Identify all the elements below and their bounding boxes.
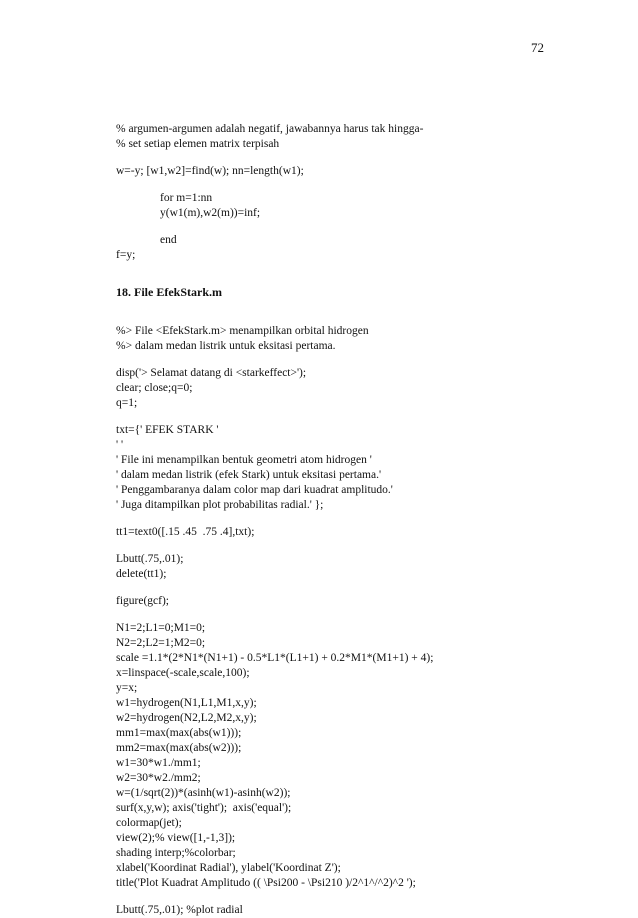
- code-line: xlabel('Koordinat Radial'), ylabel('Koordinat Z');: [116, 862, 341, 874]
- code-block: [116, 552, 556, 582]
- code-block: [116, 594, 556, 609]
- code-line: ' Juga ditampilkan plot probabilitas radial.' };: [116, 499, 324, 511]
- code-line: x=linspace(-scale,scale,100);: [116, 667, 250, 679]
- code-line: N1=2;L1=0;M1=0;: [116, 622, 206, 634]
- code-line: w2=hydrogen(N2,L2,M2,x,y);: [116, 712, 257, 724]
- code-line: f=y;: [116, 249, 136, 261]
- code-line: txt={' EFEK STARK ': [116, 424, 219, 436]
- code-line: ' ': [116, 439, 124, 451]
- code-line: disp('> Selamat datang di <starkeffect>');: [116, 367, 307, 379]
- code-line: scale =1.1*(2*N1*(N1+1) - 0.5*L1*(L1+1) + 0.2*M1*(M1+1) + 4);: [116, 652, 434, 664]
- document-body: [116, 122, 556, 918]
- code-line: w1=30*w1./mm1;: [116, 757, 201, 769]
- code-line: y(w1(m),w2(m))=inf;: [160, 207, 261, 219]
- code-line: w=-y; [w1,w2]=find(w); nn=length(w1);: [116, 165, 304, 177]
- code-line: Lbutt(.75,.01);: [116, 553, 184, 565]
- code-block: [116, 621, 556, 891]
- code-block: [116, 191, 556, 221]
- code-line: mm2=max(max(abs(w2)));: [116, 742, 242, 754]
- code-block: [116, 122, 556, 152]
- code-line: % argumen-argumen adalah negatif, jawabannya harus tak hingga-: [116, 123, 424, 135]
- code-line: title('Plot Kuadrat Amplitudo (( \Psi200 - \Psi210 )/2^1^/^2)^2 ');: [116, 877, 416, 889]
- code-line: figure(gcf);: [116, 595, 169, 607]
- code-line: mm1=max(max(abs(w1)));: [116, 727, 242, 739]
- code-line: %> File <EfekStark.m> menampilkan orbital hidrogen: [116, 325, 369, 337]
- code-block: [116, 423, 556, 513]
- code-block: [116, 366, 556, 411]
- code-line: clear; close;q=0;: [116, 382, 193, 394]
- code-line: end: [160, 234, 177, 246]
- code-line: surf(x,y,w); axis('tight'); axis('equal');: [116, 802, 292, 814]
- heading-text: 18. File EfekStark.m: [116, 285, 222, 299]
- code-line: y=x;: [116, 682, 138, 694]
- code-block: [116, 233, 556, 248]
- page-number: 72: [531, 40, 544, 55]
- code-line: % set setiap elemen matrix terpisah: [116, 138, 280, 150]
- code-line: for m=1:nn: [160, 192, 213, 204]
- code-line: w=(1/sqrt(2))*(asinh(w1)-asinh(w2));: [116, 787, 291, 799]
- code-block: [116, 903, 556, 918]
- code-line: w1=hydrogen(N1,L1,M1,x,y);: [116, 697, 257, 709]
- code-block: [116, 164, 556, 179]
- code-line: view(2);% view([1,-1,3]);: [116, 832, 236, 844]
- section-heading: [116, 285, 556, 300]
- code-line: %> dalam medan listrik untuk eksitasi pertama.: [116, 340, 336, 352]
- code-line: ' Penggambaranya dalam color map dari kuadrat amplitudo.': [116, 484, 393, 496]
- code-line: w2=30*w2./mm2;: [116, 772, 201, 784]
- code-block: [116, 324, 556, 354]
- code-line: N2=2;L2=1;M2=0;: [116, 637, 206, 649]
- code-line: tt1=text0([.15 .45 .75 .4],txt);: [116, 526, 255, 538]
- code-block: [116, 525, 556, 540]
- code-block: [116, 248, 556, 263]
- code-line: ' dalam medan listrik (efek Stark) untuk eksitasi pertama.': [116, 469, 382, 481]
- code-line: ' File ini menampilkan bentuk geometri atom hidrogen ': [116, 454, 372, 466]
- code-line: delete(tt1);: [116, 568, 167, 580]
- code-line: q=1;: [116, 397, 138, 409]
- code-line: Lbutt(.75,.01); %plot radial: [116, 904, 243, 916]
- code-line: shading interp;%colorbar;: [116, 847, 236, 859]
- code-line: colormap(jet);: [116, 817, 182, 829]
